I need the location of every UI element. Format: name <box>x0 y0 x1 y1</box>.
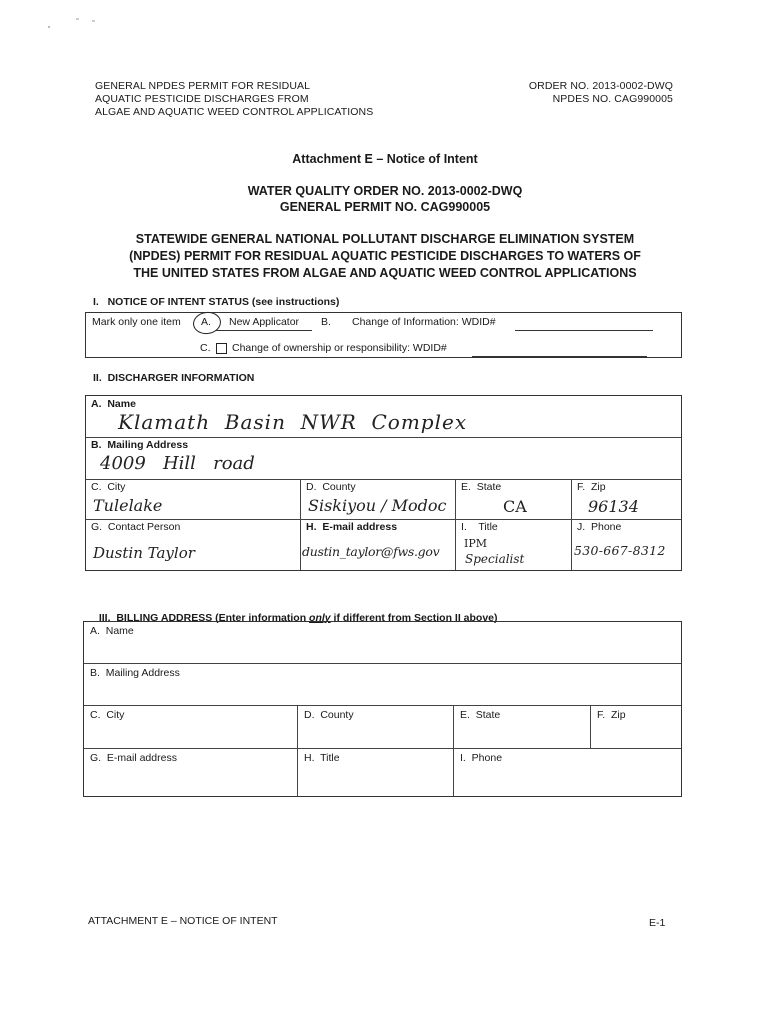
billing-state-label[interactable]: E. State <box>460 709 501 721</box>
option-b-letter: B. <box>321 316 331 328</box>
option-a-letter: A. <box>201 316 211 328</box>
billing-city-label[interactable]: C. City <box>90 709 125 721</box>
title-value-line2[interactable]: Specialist <box>465 552 525 566</box>
col-divider <box>455 479 456 570</box>
option-c-checkbox[interactable] <box>216 343 227 354</box>
col-divider <box>590 705 591 748</box>
col-divider <box>571 479 572 570</box>
row-divider <box>84 663 681 664</box>
scan-speck <box>76 18 79 20</box>
row-divider <box>86 479 681 480</box>
scan-speck <box>48 26 50 28</box>
scan-speck <box>92 20 95 22</box>
section3-heading-pre: III. BILLING ADDRESS (Enter information <box>98 612 310 624</box>
email-value[interactable]: dustin_taylor@fws.gov <box>302 544 440 559</box>
col-divider <box>297 705 298 796</box>
billing-county-label[interactable]: D. County <box>304 709 354 721</box>
option-b-label: Change of Information: WDID# <box>352 316 496 328</box>
header-left-line: AQUATIC PESTICIDE DISCHARGES FROM <box>95 93 309 105</box>
billing-address-table <box>83 621 682 797</box>
section2-heading: II. DISCHARGER INFORMATION <box>93 372 255 384</box>
discharger-city-value[interactable]: Tulelake <box>93 496 163 515</box>
footer-page-number: E-1 <box>649 917 666 929</box>
billing-title-label[interactable]: H. Title <box>304 752 340 764</box>
row-divider <box>84 705 681 706</box>
section1-heading: I. NOTICE OF INTENT STATUS (see instructions) <box>93 296 340 308</box>
discharger-name-value[interactable]: Klamath Basin NWR Complex <box>118 410 468 434</box>
header-order-no: ORDER NO. 2013-0002-DWQ <box>528 80 673 92</box>
billing-zip-label[interactable]: F. Zip <box>597 709 626 721</box>
discharger-zip-label: F. Zip <box>577 481 606 493</box>
section3-heading-only: only <box>309 612 331 624</box>
row-divider <box>84 748 681 749</box>
attachment-title: Attachment E – Notice of Intent <box>292 152 478 166</box>
title-label: I. Title <box>461 521 498 533</box>
permit-title: GENERAL PERMIT NO. CAG990005 <box>279 200 491 214</box>
row-divider <box>86 437 681 438</box>
footer-left: ATTACHMENT E – NOTICE OF INTENT <box>88 915 278 927</box>
email-label: H. E-mail address <box>306 521 398 533</box>
mark-only-label: Mark only one item <box>92 316 181 328</box>
phone-value[interactable]: 530-667-8312 <box>574 543 666 558</box>
discharger-state-value[interactable]: CA <box>503 497 527 516</box>
col-divider <box>453 705 454 796</box>
option-b-wdid-line[interactable] <box>515 330 653 331</box>
discharger-name-label: A. Name <box>91 398 136 410</box>
option-a-label: New Applicator <box>229 316 300 328</box>
order-title: WATER QUALITY ORDER NO. 2013-0002-DWQ <box>247 184 523 198</box>
statewide-title-line: STATEWIDE GENERAL NATIONAL POLLUTANT DISCHARGE ELIMINATION SYSTEM <box>135 232 635 246</box>
header-npdes-no: NPDES NO. CAG990005 <box>552 93 673 105</box>
statewide-title <box>0 231 770 282</box>
discharger-mailing-value[interactable]: 4009 Hill road <box>100 453 255 474</box>
billing-mailing-label[interactable]: B. Mailing Address <box>90 667 180 679</box>
header-left-line: ALGAE AND AQUATIC WEED CONTROL APPLICATIONS <box>95 106 374 118</box>
statewide-title-line: (NPDES) PERMIT FOR RESIDUAL AQUATIC PESTICIDE DISCHARGES TO WATERS OF <box>129 249 641 263</box>
option-c-label: Change of ownership or responsibility: WDID# <box>232 342 447 354</box>
statewide-title-line: THE UNITED STATES FROM ALGAE AND AQUATIC WEED CONTROL APPLICATIONS <box>133 266 637 280</box>
discharger-county-label: D. County <box>306 481 356 493</box>
option-c-wdid-line[interactable] <box>472 356 647 357</box>
title-value-line1[interactable]: IPM <box>464 537 488 550</box>
discharger-state-label: E. State <box>461 481 502 493</box>
option-a-underline <box>216 330 312 331</box>
option-c-letter: C. <box>200 342 211 354</box>
discharger-mailing-label: B. Mailing Address <box>91 439 189 451</box>
header-left-line: GENERAL NPDES PERMIT FOR RESIDUAL <box>95 80 311 92</box>
row-divider <box>86 519 681 520</box>
header-left <box>95 80 373 119</box>
discharger-city-label: C. City <box>91 481 126 493</box>
billing-phone-label[interactable]: I. Phone <box>460 752 503 764</box>
billing-name-label[interactable]: A. Name <box>90 625 134 637</box>
discharger-county-value[interactable]: Siskiyou / Modoc <box>308 496 447 515</box>
header-right <box>529 80 673 106</box>
phone-label: J. Phone <box>577 521 622 533</box>
col-divider <box>300 479 301 570</box>
billing-email-label[interactable]: G. E-mail address <box>90 752 177 764</box>
discharger-zip-value[interactable]: 96134 <box>588 497 639 516</box>
contact-person-value[interactable]: Dustin Taylor <box>93 544 195 562</box>
contact-person-label: G. Contact Person <box>91 521 181 533</box>
section3-heading-post: if different from Section II above) <box>330 612 498 624</box>
